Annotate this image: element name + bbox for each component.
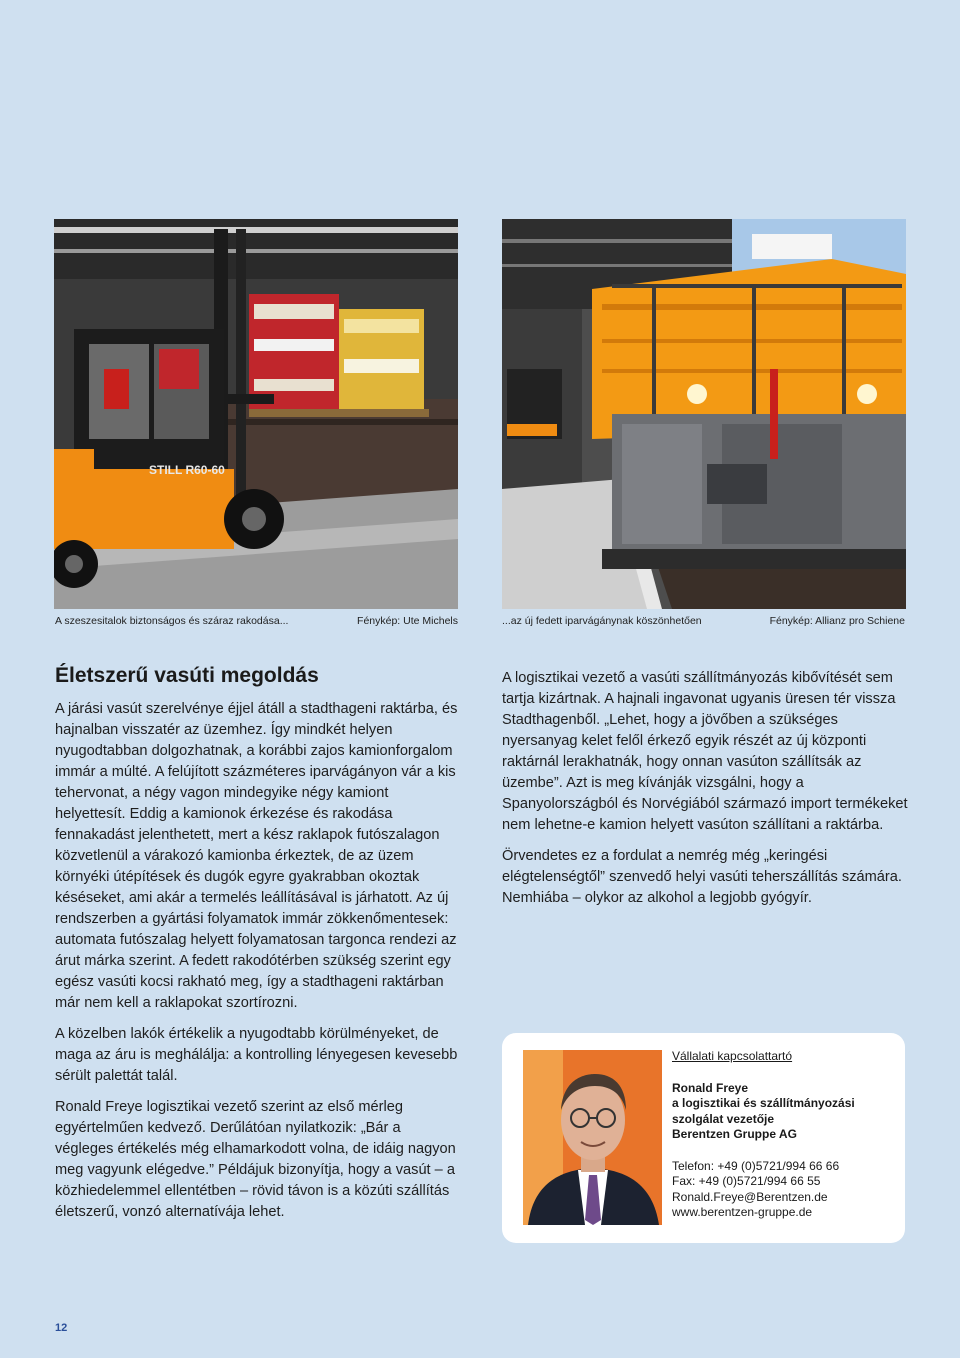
contact-company: Berentzen Gruppe AG (672, 1127, 797, 1141)
paragraph: A járási vasút szerelvénye éjjel átáll a stadthageni raktárba, és hajnalban visszatér az üzemhez. Így mindkét helyen nyugodtabban dolgozhatnak, a korábbi zajos kamionforgalom immár a múlté. A felújított százméteres iparvágányon vár a kis tehervonat, a négy vagon mindegyike négy kamiont helyettesít. Eddig a kamionok érkezése és rakodása fennakadást jelenthetett, mert a kész raklapok futószalagon közvetlenül a várakozó kamionba érkeztek, de az üzem környéki útépítések és dugók egyre gyakrabban okoztak késéseket, ami akár a termelés leállításával is járhatott. Az új rendszerben a gyártási folyamatok immár zökkenőmentesek: automata futószalag helyett folyamatosan targonca rendezi az árut márka szerint. A fedett rakodótérben szükség szerint egy egész vasúti kocsi rakható meg, így a stadthageni raktárban már nem kell a raklapokat szortírozni. (55, 701, 458, 1011)
article-left-column (55, 699, 459, 1233)
forklift-brand-text: STILL R60-60 (149, 463, 225, 477)
locomotive-photo (502, 219, 906, 609)
contact-website[interactable]: www.berentzen-gruppe.de (672, 1205, 813, 1219)
right-photo-credit: Fénykép: Allianz pro Schiene (769, 615, 905, 627)
right-photo-caption: ...az új fedett iparvágánynak köszönhetően (502, 615, 702, 627)
article-title: Életszerű vasúti megoldás (55, 664, 319, 687)
contact-fax: Fax: +49 (0)5721/994 66 55 (672, 1174, 821, 1188)
contact-box (502, 1033, 905, 1243)
contact-phone: Telefon: +49 (0)5721/994 66 66 (672, 1158, 840, 1173)
contact-email[interactable]: Ronald.Freye@Berentzen.de (672, 1189, 828, 1204)
paragraph: A logisztikai vezető a vasúti szállítmányozás kibővítését sem tartja kizártnak. A hajnali ingavonat ugyanis üresen tér vissza Stadthagenből. „Lehet, hogy a jövőben a szükséges nyersanyag kelet felől érkező egyik részét az új központi raktárnál lerakhatnák, hogy onnan vasúton szállítsák az üzembe”. Azt is meg kívánják vizsgálni, hogy a Spanyolországból és Norvégiából származó import termékeket nem lehetne-e kamion helyett vasúton szállítani a raktárba. (502, 670, 908, 833)
contact-portrait (523, 1050, 662, 1225)
forklift-photo (54, 219, 458, 609)
contact-name: Ronald Freye (672, 1080, 749, 1095)
contact-role: a logisztikai és szállítmányozási (672, 1096, 855, 1110)
left-photo-credit: Fénykép: Ute Michels (357, 615, 458, 627)
contact-details (672, 1049, 855, 1221)
contact-heading: Vállalati kapcsolattartó (672, 1049, 793, 1063)
contact-role: szolgálat vezetője (672, 1111, 775, 1126)
page-number: 12 (55, 1322, 68, 1334)
article-right-column (502, 668, 912, 919)
left-photo-caption: A szeszesitalok biztonságos és száraz rakodása... (55, 615, 289, 627)
paragraph: A közelben lakók értékelik a nyugodtabb körülményeket, de maga az áru is meghálálja: a kontrolling lényegesen kevesebb sérült palettát talál. (55, 1026, 458, 1084)
paragraph: Ronald Freye logisztikai vezető szerint az első mérleg egyértelműen kedvező. Derűlátóan nyilatkozik: „Bár a végleges értékelés még elhamarkodott volna, de idáig nagyon meg vagyunk elégedve.” Példájuk bizonyítja, hogy a vasút – a közhiedelemmel ellentétben – rövid távon is a közúti szállítás életszerű, vonzó alternatívája lehet. (55, 1099, 456, 1220)
paragraph: Örvendetes ez a fordulat a nemrég még „keringési elégtelenségtől” szenvedő helyi vasúti teherszállítás számára. Nemhiába – olykor az alkohol a legjobb gyógyír. (502, 848, 902, 906)
